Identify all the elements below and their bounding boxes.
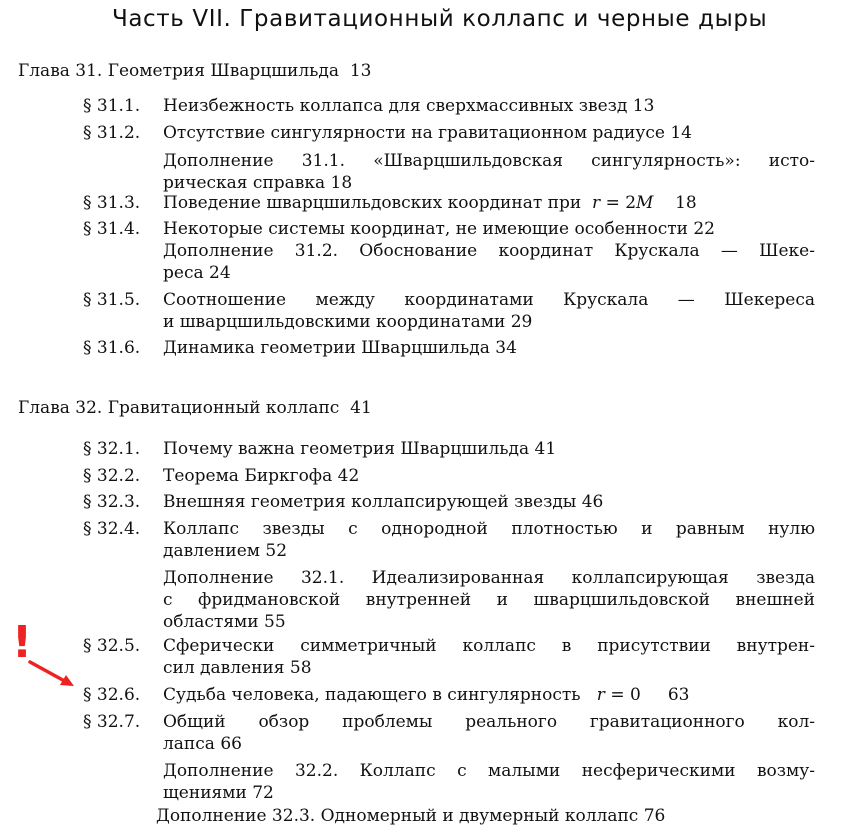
section-page: 63 bbox=[667, 685, 690, 705]
section-title-line-2: сил давления 58 bbox=[163, 658, 312, 678]
section-page: 18 bbox=[675, 193, 697, 213]
section-title: Теорема Биркгофа 42 bbox=[163, 466, 360, 486]
section-title-text: Поведение шварцшильдовских координат при bbox=[163, 193, 582, 213]
section-title-text: Судьба человека, падающего в сингулярность bbox=[163, 685, 581, 705]
section-title-line-2: и шварцшильдовскими координатами 29 bbox=[163, 312, 533, 332]
math-var-m: M bbox=[636, 193, 654, 213]
chapter-heading-32 bbox=[18, 398, 372, 418]
supplement-line-1: Дополнение 31.2. Обоснование координат Крускала — Шеке- bbox=[163, 241, 815, 261]
annotation-mark bbox=[10, 605, 85, 695]
chapter-page: 41 bbox=[350, 398, 372, 418]
section-title-line-1: Соотношение между координатами Крускала — Шекереса bbox=[163, 290, 815, 310]
section-number: § 31.5. bbox=[83, 290, 141, 310]
section-number: § 32.2. bbox=[83, 466, 141, 486]
section-number: § 31.4. bbox=[83, 219, 141, 239]
section-title: Некоторые системы координат, не имеющие особенности 22 bbox=[163, 219, 715, 239]
supplement-line-3: областями 55 bbox=[163, 612, 286, 632]
section-number: § 31.2. bbox=[83, 123, 141, 143]
section-number: § 32.7. bbox=[83, 712, 141, 732]
supplement-line-1: Дополнение 32.3. Одномерный и двумерный коллапс 76 bbox=[156, 806, 666, 826]
section-title: Отсутствие сингулярности на гравитационном радиусе 14 bbox=[163, 123, 692, 143]
math-var-r: r bbox=[592, 193, 601, 213]
section-title-line-1: Коллапс звезды с однородной плотностью и равным нулю bbox=[163, 519, 815, 539]
supplement-line-2: реса 24 bbox=[163, 263, 231, 283]
arrow-icon bbox=[30, 662, 74, 686]
section-number: § 32.3. bbox=[83, 492, 141, 512]
section-number: § 32.1. bbox=[83, 439, 141, 459]
section-title-line-2: лапса 66 bbox=[163, 734, 242, 754]
section-title-line-1: Сферически симметричный коллапс в присутствии внутрен- bbox=[163, 636, 815, 656]
chapter-heading-31 bbox=[18, 61, 372, 81]
section-title: Неизбежность коллапса для сверхмассивных звезд 13 bbox=[163, 96, 655, 116]
chapter-title: Глава 32. Гравитационный коллапс bbox=[18, 398, 340, 418]
section-number: § 32.6. bbox=[83, 685, 141, 705]
section-title: Динамика геометрии Шварцшильда 34 bbox=[163, 338, 517, 358]
section-title bbox=[163, 193, 697, 213]
section-title-line-2: давлением 52 bbox=[163, 541, 288, 561]
supplement-line-2: рическая справка 18 bbox=[163, 173, 353, 193]
part-title: Часть VII. Гравитационный коллапс и черные дыры bbox=[112, 6, 768, 32]
math-var-r: r bbox=[596, 685, 605, 705]
chapter-title: Глава 31. Геометрия Шварцшильда bbox=[18, 61, 340, 81]
chapter-page: 13 bbox=[349, 61, 372, 81]
section-title: Почему важна геометрия Шварцшильда 41 bbox=[163, 439, 557, 459]
supplement-line-1: Дополнение 31.1. «Шварцшильдовская сингулярность»: исто- bbox=[163, 151, 815, 171]
section-number: § 32.4. bbox=[83, 519, 141, 539]
math-equals: = 0 bbox=[610, 685, 641, 705]
supplement-line-2: с фридмановской внутренней и шварцшильдовской внешней bbox=[163, 590, 815, 610]
section-title-line-1: Общий обзор проблемы реального гравитационного кол- bbox=[163, 712, 815, 732]
section-title bbox=[163, 685, 689, 705]
section-number: § 31.1. bbox=[83, 96, 141, 116]
supplement-line-1: Дополнение 32.2. Коллапс с малыми несферическими возму- bbox=[163, 761, 815, 781]
section-number: § 32.5. bbox=[83, 636, 141, 656]
section-number: § 31.3. bbox=[83, 193, 141, 213]
exclamation-icon: ! bbox=[12, 617, 33, 668]
section-title: Внешняя геометрия коллапсирующей звезды 46 bbox=[163, 492, 604, 512]
math-equals: = 2 bbox=[605, 193, 637, 213]
supplement-line-1: Дополнение 32.1. Идеализированная коллапсирующая звезда bbox=[163, 568, 815, 588]
supplement-line-2: щениями 72 bbox=[163, 783, 274, 803]
section-number: § 31.6. bbox=[83, 338, 141, 358]
